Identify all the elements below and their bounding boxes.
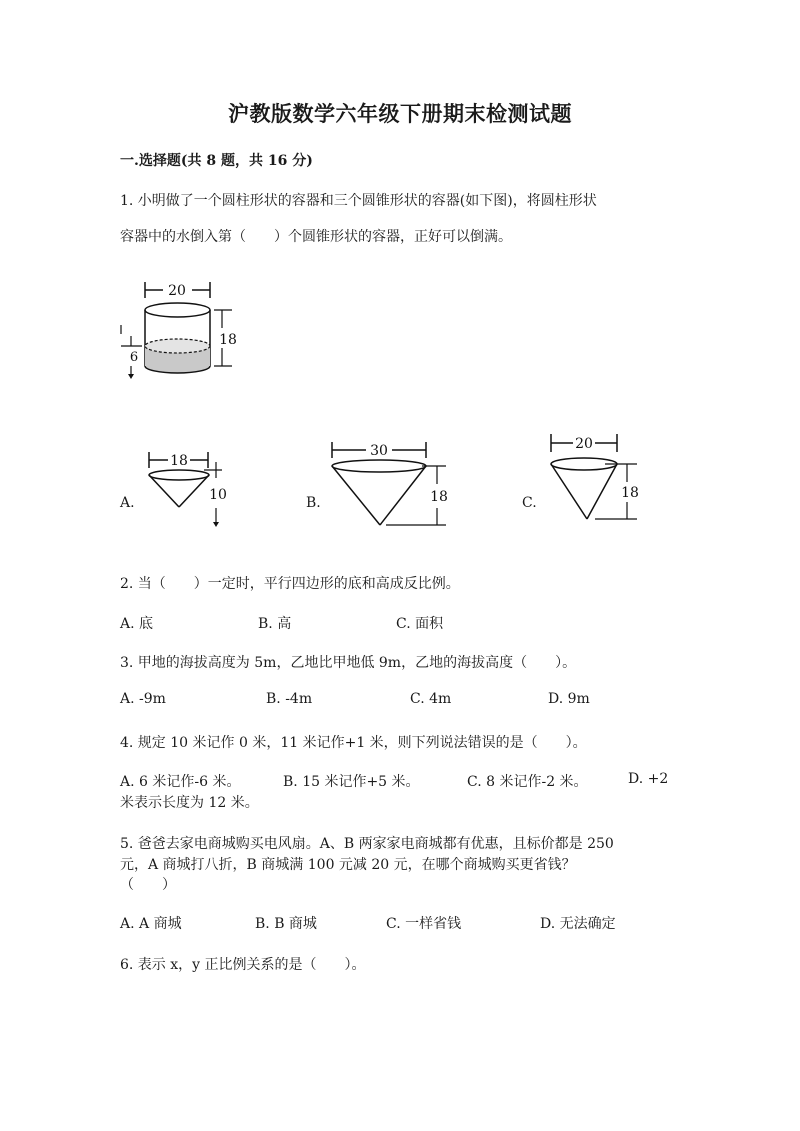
q2-option-c: C. 面积 <box>396 616 444 632</box>
cone-c-figure <box>545 430 645 525</box>
q3-option-c: C. 4m <box>410 691 452 707</box>
cylinder-width-label: 20 <box>168 283 186 299</box>
option-a-label: A. <box>120 495 135 511</box>
cone-c-height-label: 18 <box>621 485 639 501</box>
cylinder-water-label: 6 <box>129 350 139 365</box>
question-6-text: 6. 表示 x，y 正比例关系的是（ ）。 <box>120 957 366 973</box>
cone-a-width-label: 18 <box>170 453 188 469</box>
q5-option-a: A. A 商城 <box>120 916 182 932</box>
cone-a-height-label: 10 <box>209 487 227 503</box>
q4-option-a: A. 6 米记作-6 米。 <box>120 774 241 790</box>
q3-option-b: B. -4m <box>266 691 313 707</box>
question-1-line-2: 容器中的水倒入第（ ）个圆锥形状的容器，正好可以倒满。 <box>120 229 512 245</box>
cone-a-figure <box>142 448 237 528</box>
question-5-line-2: 元，A 商城打八折，B 商城满 100 元减 20 元，在哪个商城购买更省钱？ <box>120 857 576 873</box>
q4-option-b: B. 15 米记作+5 米。 <box>283 774 420 790</box>
cone-c-width-label: 20 <box>575 436 593 452</box>
cylinder-height-label: 18 <box>219 332 237 348</box>
cone-b-figure <box>326 438 456 533</box>
option-c-label: C. <box>522 495 537 511</box>
question-5-line-1: 5. 爸爸去家电商城购买电风扇。A、B 两家家电商城都有优惠，且标价都是 250 <box>120 836 614 852</box>
option-b-label: B. <box>306 495 321 511</box>
q3-option-a: A. -9m <box>120 691 166 707</box>
q2-option-b: B. 高 <box>258 616 292 632</box>
q5-option-b: B. B 商城 <box>255 916 317 932</box>
question-5-line-3: （ ） <box>120 877 176 893</box>
question-2-text: 2. 当（ ）一定时，平行四边形的底和高成反比例。 <box>120 576 460 592</box>
question-3-text: 3. 甲地的海拔高度为 5m，乙地比甲地低 9m，乙地的海拔高度（ ）。 <box>120 655 577 671</box>
q2-option-a: A. 底 <box>120 616 154 632</box>
question-1-line-1: 1. 小明做了一个圆柱形状的容器和三个圆锥形状的容器(如下图)，将圆柱形状 <box>120 193 597 209</box>
question-4-text: 4. 规定 10 米记作 0 米，11 米记作+1 米，则下列说法错误的是（ ）。 <box>120 735 587 751</box>
q5-option-c: C. 一样省钱 <box>386 916 462 932</box>
q3-option-d: D. 9m <box>548 691 590 707</box>
cone-b-height-label: 18 <box>430 489 448 505</box>
page-title: 沪教版数学六年级下册期末检测试题 <box>228 101 572 126</box>
cone-b-width-label: 30 <box>370 443 388 459</box>
q4-option-d-continuation: 米表示长度为 12 米。 <box>120 795 259 811</box>
section-heading: 一.选择题(共 8 题，共 16 分) <box>120 153 313 169</box>
q5-option-d: D. 无法确定 <box>540 916 616 932</box>
cylinder-figure <box>118 278 248 383</box>
q4-option-c: C. 8 米记作-2 米。 <box>467 774 588 790</box>
q4-option-d: D. +2 <box>628 771 669 787</box>
